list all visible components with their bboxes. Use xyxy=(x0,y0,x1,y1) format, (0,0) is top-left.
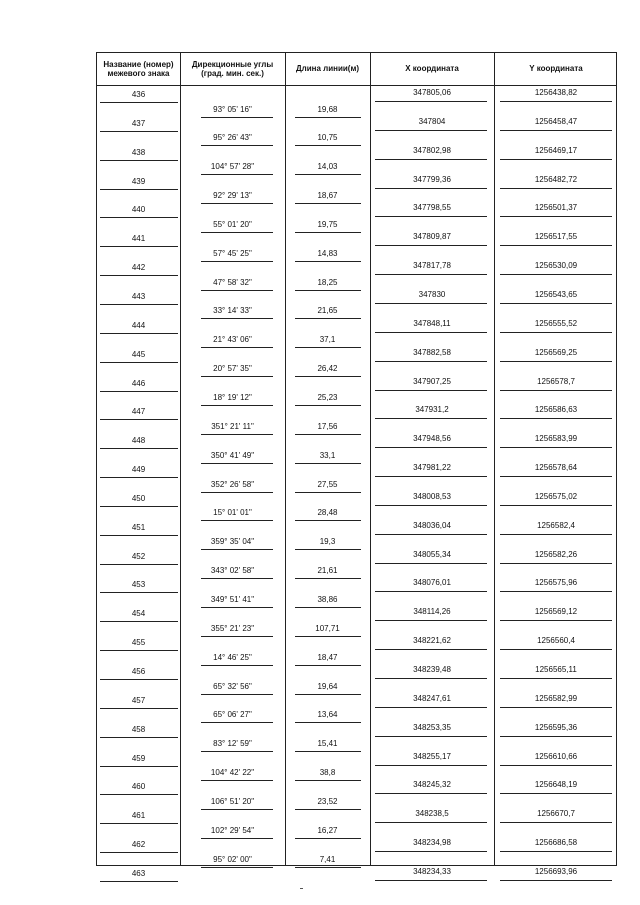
row-underline xyxy=(201,492,273,493)
x-coordinate-cell: 347817,78 xyxy=(413,261,451,271)
row-underline xyxy=(500,736,612,737)
row-underline xyxy=(375,216,487,217)
row-underline xyxy=(295,520,361,521)
line-length-cell: 19,75 xyxy=(317,219,338,229)
row-underline xyxy=(295,405,361,406)
row-underline xyxy=(295,867,361,868)
row-underline xyxy=(500,620,612,621)
row-underline xyxy=(295,174,361,175)
direction-angle-cell: 95° 26' 43" xyxy=(213,133,252,143)
row-underline xyxy=(295,434,361,435)
mark-name-cell: 447 xyxy=(131,407,146,417)
row-underline xyxy=(201,405,273,406)
row-underline xyxy=(375,736,487,737)
row-underline xyxy=(295,145,361,146)
y-coordinate-cell: 1256693,96 xyxy=(534,866,578,876)
row-underline xyxy=(201,780,273,781)
row-underline xyxy=(201,694,273,695)
row-underline xyxy=(295,838,361,839)
y-coordinate-cell: 1256610,66 xyxy=(534,751,578,761)
row-underline xyxy=(500,188,612,189)
line-length-cell: 19,3 xyxy=(319,537,336,547)
row-underline xyxy=(100,102,178,103)
mark-name-cell: 450 xyxy=(131,493,146,503)
row-underline xyxy=(375,591,487,592)
x-coordinate-cell: 348247,61 xyxy=(413,693,451,703)
row-underline xyxy=(375,505,487,506)
direction-angle-cell: 92° 29' 13" xyxy=(213,191,252,201)
row-underline xyxy=(375,678,487,679)
row-underline xyxy=(201,751,273,752)
y-coordinate-cell: 1256482,72 xyxy=(534,174,578,184)
mark-name-cell: 448 xyxy=(131,436,146,446)
scan-mark xyxy=(300,888,303,889)
line-length-cell: 15,41 xyxy=(317,739,338,749)
line-length-cell: 14,83 xyxy=(317,248,338,258)
row-underline xyxy=(375,332,487,333)
row-underline xyxy=(500,591,612,592)
row-underline xyxy=(295,636,361,637)
mark-name-cell: 459 xyxy=(131,753,146,763)
row-underline xyxy=(100,881,178,882)
x-coordinate-cell: 347948,56 xyxy=(413,434,451,444)
row-underline xyxy=(295,665,361,666)
y-coordinate-cell: 1256578,64 xyxy=(534,463,578,473)
mark-name-cell: 460 xyxy=(131,782,146,792)
mark-name-cell: 455 xyxy=(131,638,146,648)
row-underline xyxy=(100,333,178,334)
row-underline xyxy=(295,232,361,233)
row-underline xyxy=(100,650,178,651)
line-length-cell: 13,64 xyxy=(317,710,338,720)
row-underline xyxy=(201,347,273,348)
line-length-cell: 33,1 xyxy=(319,450,336,460)
table-header-row xyxy=(97,53,616,86)
mark-name-cell: 437 xyxy=(131,118,146,128)
row-underline xyxy=(201,867,273,868)
row-underline xyxy=(500,216,612,217)
row-underline xyxy=(375,620,487,621)
x-coordinate-cell: 347802,98 xyxy=(413,145,451,155)
x-coordinate-cell: 347830 xyxy=(418,289,446,299)
direction-angle-cell: 95° 02' 00" xyxy=(213,854,252,864)
x-coordinate-cell: 348245,32 xyxy=(413,780,451,790)
row-underline xyxy=(375,707,487,708)
y-coordinate-cell: 1256501,37 xyxy=(534,203,578,213)
row-underline xyxy=(500,332,612,333)
row-underline xyxy=(295,203,361,204)
row-underline xyxy=(500,765,612,766)
row-underline xyxy=(201,145,273,146)
boundary-marks-table xyxy=(96,52,617,878)
line-length-cell: 38,86 xyxy=(317,594,338,604)
line-length-cell: 27,55 xyxy=(317,479,338,489)
row-underline xyxy=(201,463,273,464)
x-coordinate-cell: 348234,98 xyxy=(413,838,451,848)
line-length-cell: 10,75 xyxy=(317,133,338,143)
row-underline xyxy=(500,447,612,448)
row-underline xyxy=(375,390,487,391)
x-coordinate-cell: 348076,01 xyxy=(413,578,451,588)
row-underline xyxy=(100,448,178,449)
row-underline xyxy=(500,505,612,506)
x-coordinate-cell: 348114,26 xyxy=(413,607,451,617)
header-x-coordinate: X координата xyxy=(405,64,459,74)
row-underline xyxy=(375,101,487,102)
direction-angle-cell: 20° 57' 35" xyxy=(213,364,252,374)
row-underline xyxy=(295,549,361,550)
row-underline xyxy=(500,274,612,275)
y-coordinate-cell: 1256583,99 xyxy=(534,434,578,444)
row-underline xyxy=(295,347,361,348)
row-underline xyxy=(500,390,612,391)
line-length-cell: 107,71 xyxy=(315,623,340,633)
row-underline xyxy=(375,418,487,419)
x-coordinate-cell: 348234,33 xyxy=(413,866,451,876)
row-underline xyxy=(201,203,273,204)
y-coordinate-cell: 1256458,47 xyxy=(534,116,578,126)
direction-angle-cell: 18° 19' 12" xyxy=(213,393,252,402)
mark-name-cell: 456 xyxy=(131,667,146,676)
row-underline xyxy=(375,447,487,448)
direction-angle-cell: 83° 12' 59" xyxy=(213,739,252,749)
row-underline xyxy=(201,607,273,608)
y-coordinate-cell: 1256517,55 xyxy=(534,232,578,242)
row-underline xyxy=(100,304,178,305)
row-underline xyxy=(201,520,273,521)
row-underline xyxy=(201,376,273,377)
row-underline xyxy=(375,303,487,304)
row-underline xyxy=(375,793,487,794)
row-underline xyxy=(375,361,487,362)
mark-name-cell: 454 xyxy=(131,609,146,619)
y-coordinate-cell: 1256469,17 xyxy=(534,145,578,155)
mark-name-cell: 463 xyxy=(131,868,146,878)
direction-angle-cell: 47° 58' 32" xyxy=(213,277,252,287)
row-underline xyxy=(100,708,178,709)
row-underline xyxy=(201,549,273,550)
row-underline xyxy=(201,578,273,579)
x-coordinate-cell: 347805,06 xyxy=(413,88,451,97)
y-coordinate-cell: 1256582,99 xyxy=(534,693,578,703)
line-length-cell: 17,56 xyxy=(317,421,338,431)
row-underline xyxy=(375,880,487,881)
row-underline xyxy=(295,492,361,493)
direction-angle-cell: 349° 51' 41" xyxy=(210,594,255,604)
row-underline xyxy=(100,419,178,420)
line-length-cell: 19,68 xyxy=(317,104,338,114)
row-underline xyxy=(295,290,361,291)
y-coordinate-cell: 1256670,7 xyxy=(537,809,575,819)
x-coordinate-cell: 347809,87 xyxy=(413,232,451,242)
y-coordinate-cell: 1256569,12 xyxy=(534,607,578,617)
x-coordinate-cell: 347907,25 xyxy=(413,376,451,386)
mark-name-cell: 445 xyxy=(131,349,146,359)
row-underline xyxy=(500,822,612,823)
direction-angle-cell: 65° 32' 56" xyxy=(213,681,252,691)
direction-angle-cell: 351° 21' 11" xyxy=(211,421,254,431)
row-underline xyxy=(375,851,487,852)
line-length-cell: 16,27 xyxy=(317,825,338,835)
direction-angle-cell: 352° 26' 58" xyxy=(210,479,255,489)
x-coordinate-cell: 348055,34 xyxy=(413,549,451,559)
y-coordinate-cell: 1256543,65 xyxy=(534,289,578,299)
x-coordinate-cell: 348036,04 xyxy=(413,520,451,530)
row-underline xyxy=(375,476,487,477)
mark-name-cell: 458 xyxy=(131,724,146,734)
y-coordinate-cell: 1256686,58 xyxy=(534,838,578,848)
line-length-cell: 26,42 xyxy=(317,364,338,374)
mark-name-cell: 453 xyxy=(131,580,146,590)
row-underline xyxy=(100,477,178,478)
row-underline xyxy=(201,290,273,291)
mark-name-cell: 457 xyxy=(131,695,146,705)
direction-angle-cell: 104° 42' 22" xyxy=(210,768,255,778)
row-underline xyxy=(295,117,361,118)
x-coordinate-cell: 348253,35 xyxy=(413,722,451,732)
row-underline xyxy=(201,809,273,810)
y-coordinate-cell: 1256555,52 xyxy=(534,318,578,328)
y-coordinate-cell: 1256560,4 xyxy=(537,636,575,646)
row-underline xyxy=(295,607,361,608)
mark-name-cell: 443 xyxy=(131,291,146,301)
row-underline xyxy=(375,245,487,246)
line-length-cell: 37,1 xyxy=(319,335,336,345)
row-underline xyxy=(500,476,612,477)
row-underline xyxy=(100,189,178,190)
row-underline xyxy=(375,130,487,131)
line-length-cell: 18,25 xyxy=(317,277,338,287)
direction-angle-cell: 15° 01' 01" xyxy=(213,508,252,518)
row-underline xyxy=(500,418,612,419)
row-underline xyxy=(295,809,361,810)
row-underline xyxy=(201,636,273,637)
direction-angle-cell: 93° 05' 16" xyxy=(213,104,252,114)
y-coordinate-cell: 1256575,96 xyxy=(534,578,578,588)
direction-angle-cell: 343° 02' 58" xyxy=(210,566,255,576)
row-underline xyxy=(375,765,487,766)
x-coordinate-cell: 347799,36 xyxy=(413,174,451,184)
y-coordinate-cell: 1256530,09 xyxy=(534,261,578,271)
line-length-cell: 14,03 xyxy=(317,162,338,172)
x-coordinate-cell: 347848,11 xyxy=(413,318,451,328)
line-length-cell: 18,47 xyxy=(317,652,338,662)
row-underline xyxy=(375,649,487,650)
row-underline xyxy=(201,117,273,118)
x-coordinate-cell: 348238,5 xyxy=(415,809,449,819)
row-underline xyxy=(201,261,273,262)
row-underline xyxy=(201,665,273,666)
y-coordinate-cell: 1256565,11 xyxy=(535,665,577,674)
direction-angle-cell: 102° 29' 54" xyxy=(210,825,255,835)
x-coordinate-cell: 348255,17 xyxy=(413,751,451,761)
direction-angle-cell: 104° 57' 28" xyxy=(210,162,255,172)
line-length-cell: 18,67 xyxy=(317,191,338,201)
mark-name-cell: 436 xyxy=(131,90,146,99)
line-length-cell: 7,41 xyxy=(319,854,336,864)
mark-name-cell: 438 xyxy=(131,147,146,157)
row-underline xyxy=(375,159,487,160)
row-underline xyxy=(500,101,612,102)
row-underline xyxy=(500,793,612,794)
row-underline xyxy=(500,649,612,650)
direction-angle-cell: 55° 01' 20" xyxy=(213,219,252,229)
mark-name-cell: 446 xyxy=(131,378,146,388)
direction-angle-cell: 359° 35' 04" xyxy=(210,537,255,547)
row-underline xyxy=(100,592,178,593)
direction-angle-cell: 65° 06' 27" xyxy=(213,710,252,720)
header-y-coordinate: Y координата xyxy=(529,64,583,74)
row-underline xyxy=(100,852,178,853)
header-mark-name: Название (номер) межевого знака xyxy=(103,59,174,78)
row-underline xyxy=(500,880,612,881)
mark-name-cell: 442 xyxy=(131,263,146,273)
row-underline xyxy=(295,751,361,752)
row-underline xyxy=(100,131,178,132)
row-underline xyxy=(500,245,612,246)
row-underline xyxy=(100,535,178,536)
row-underline xyxy=(295,463,361,464)
mark-name-cell: 449 xyxy=(131,465,146,475)
row-underline xyxy=(500,563,612,564)
row-underline xyxy=(295,694,361,695)
y-coordinate-cell: 1256569,25 xyxy=(534,347,578,357)
direction-angle-cell: 350° 41' 49" xyxy=(210,450,255,460)
x-coordinate-cell: 348008,53 xyxy=(413,491,451,501)
x-coordinate-cell: 347804 xyxy=(418,116,446,126)
direction-angle-cell: 355° 21' 23" xyxy=(210,623,255,633)
row-underline xyxy=(100,160,178,161)
row-underline xyxy=(295,261,361,262)
direction-angle-cell: 14° 46' 25" xyxy=(213,652,252,662)
row-underline xyxy=(201,434,273,435)
line-length-cell: 19,64 xyxy=(317,681,338,691)
row-underline xyxy=(375,563,487,564)
row-underline xyxy=(500,159,612,160)
y-coordinate-cell: 1256586,63 xyxy=(534,405,578,415)
mark-name-cell: 440 xyxy=(131,205,146,215)
mark-name-cell: 461 xyxy=(131,811,146,821)
row-underline xyxy=(295,318,361,319)
row-underline xyxy=(500,678,612,679)
row-underline xyxy=(500,534,612,535)
row-underline xyxy=(201,232,273,233)
row-underline xyxy=(375,534,487,535)
header-direction-angles: Дирекционные углы (град. мин. сек.) xyxy=(191,59,274,78)
mark-name-cell: 451 xyxy=(131,522,146,532)
mark-name-cell: 462 xyxy=(131,840,146,850)
row-underline xyxy=(500,361,612,362)
x-coordinate-cell: 347882,58 xyxy=(413,347,451,357)
line-length-cell: 38,8 xyxy=(319,768,336,778)
row-underline xyxy=(201,318,273,319)
row-underline xyxy=(100,766,178,767)
row-underline xyxy=(295,722,361,723)
row-underline xyxy=(500,707,612,708)
x-coordinate-cell: 348239,48 xyxy=(413,665,451,674)
mark-name-cell: 444 xyxy=(131,320,146,330)
line-length-cell: 25,23 xyxy=(317,393,338,402)
row-underline xyxy=(100,275,178,276)
row-underline xyxy=(100,794,178,795)
direction-angle-cell: 33° 14' 33" xyxy=(213,306,252,316)
row-underline xyxy=(500,851,612,852)
mark-name-cell: 441 xyxy=(131,234,146,244)
direction-angle-cell: 21° 43' 06" xyxy=(213,335,252,345)
row-underline xyxy=(500,130,612,131)
y-coordinate-cell: 1256648,19 xyxy=(534,780,578,790)
direction-angle-cell: 106° 51' 20" xyxy=(210,796,255,806)
row-underline xyxy=(201,838,273,839)
row-underline xyxy=(295,376,361,377)
row-underline xyxy=(295,780,361,781)
row-underline xyxy=(500,303,612,304)
y-coordinate-cell: 1256595,36 xyxy=(534,722,578,732)
y-coordinate-cell: 1256582,4 xyxy=(537,520,575,530)
x-coordinate-cell: 347798,55 xyxy=(413,203,451,213)
row-underline xyxy=(100,362,178,363)
row-underline xyxy=(100,246,178,247)
line-length-cell: 21,65 xyxy=(317,306,338,316)
line-length-cell: 28,48 xyxy=(317,508,338,518)
row-underline xyxy=(100,621,178,622)
mark-name-cell: 439 xyxy=(131,176,146,186)
x-coordinate-cell: 347931,2 xyxy=(415,405,449,415)
row-underline xyxy=(201,174,273,175)
y-coordinate-cell: 1256578,7 xyxy=(537,376,575,386)
line-length-cell: 21,61 xyxy=(317,566,338,576)
row-underline xyxy=(100,506,178,507)
row-underline xyxy=(375,274,487,275)
header-line-length: Длина линии(м) xyxy=(295,64,360,74)
row-underline xyxy=(201,722,273,723)
y-coordinate-cell: 1256582,26 xyxy=(534,549,578,559)
x-coordinate-cell: 348221,62 xyxy=(413,636,451,646)
row-underline xyxy=(100,737,178,738)
row-underline xyxy=(375,822,487,823)
line-length-cell: 23,52 xyxy=(317,796,338,806)
row-underline xyxy=(100,823,178,824)
row-underline xyxy=(295,578,361,579)
y-coordinate-cell: 1256438,82 xyxy=(534,88,578,97)
row-underline xyxy=(375,188,487,189)
row-underline xyxy=(100,217,178,218)
row-underline xyxy=(100,679,178,680)
row-underline xyxy=(100,391,178,392)
y-coordinate-cell: 1256575,02 xyxy=(534,491,578,501)
mark-name-cell: 452 xyxy=(131,551,146,561)
row-underline xyxy=(100,564,178,565)
direction-angle-cell: 57° 45' 25" xyxy=(213,248,252,258)
x-coordinate-cell: 347981,22 xyxy=(413,463,451,473)
